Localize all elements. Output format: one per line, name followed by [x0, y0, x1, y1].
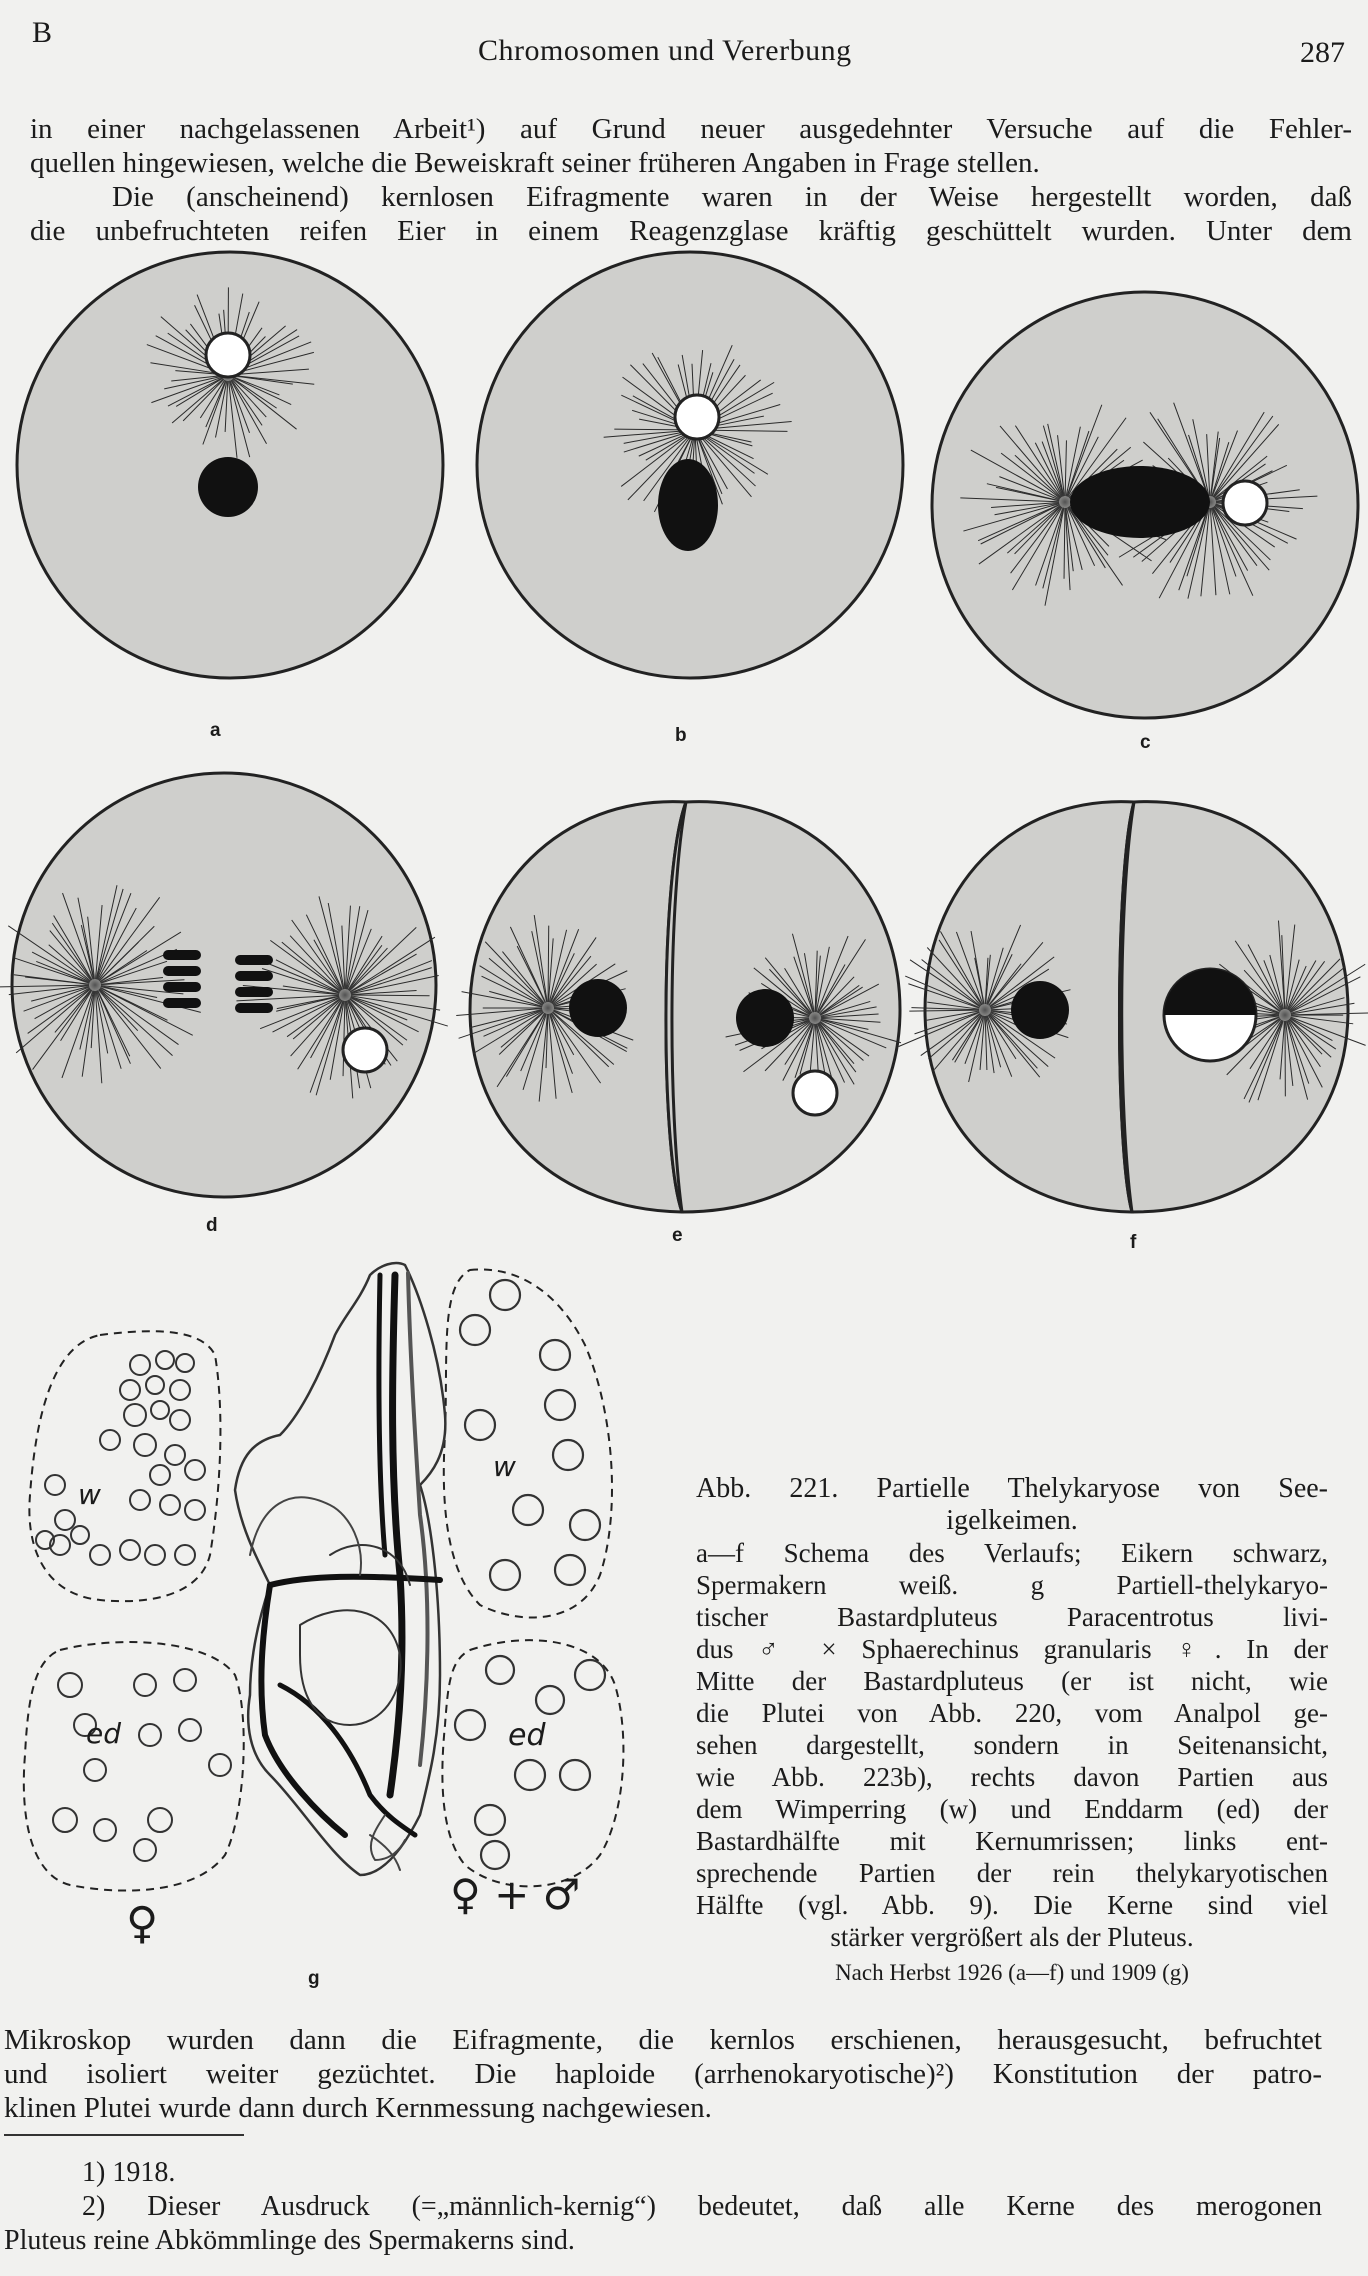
- centrosome: [1271, 1001, 1299, 1029]
- caption-line: Hälfte (vgl. Abb. 9). Die Kerne sind viel: [696, 1890, 1328, 1920]
- bottom-paragraph: [4, 2023, 1322, 2125]
- caption-line: sehen dargestellt, sondern in Seitenansicht,: [696, 1730, 1328, 1760]
- egg-b: [477, 252, 903, 678]
- figure-label-f: f: [1130, 1232, 1137, 1253]
- egg-nucleus: [1070, 466, 1210, 538]
- caption-title: Abb. 221. Partielle Thelykaryose von See-: [696, 1473, 1328, 1504]
- egg-nucleus: [569, 979, 627, 1037]
- figure-caption: [696, 1473, 1328, 1989]
- egg-nucleus: [736, 989, 794, 1047]
- egg-nucleus: [658, 459, 718, 551]
- sperm-nucleus: [675, 395, 719, 439]
- nuclei-right-w: [460, 1280, 600, 1590]
- egg-d: [0, 773, 448, 1197]
- half-black-nucleus: [1164, 969, 1256, 1061]
- caption-line: sprechende Partien der rein thelykaryotischen: [696, 1858, 1328, 1888]
- label-ed-right: ed: [508, 1718, 546, 1753]
- egg-nucleus: [198, 457, 258, 517]
- caption-line: tischer Bastardpluteus Paracentrotus livi-: [696, 1602, 1328, 1632]
- running-title: Chromosomen und Vererbung: [478, 34, 852, 67]
- caption-title-cont: igelkeimen.: [946, 1505, 1078, 1536]
- footnote-rule: [4, 2134, 244, 2136]
- egg-nucleus: [1011, 981, 1069, 1039]
- footnote-2-cont: Pluteus reine Abkömmlinge des Spermakerns sind.: [4, 2225, 575, 2256]
- nuclei-right-ed: [455, 1656, 605, 1869]
- figure-cell-division-series: [0, 250, 1368, 1250]
- label-ed-left: ed: [86, 1717, 121, 1750]
- caption-line: Mitte der Bastardpluteus (er ist nicht, wie: [696, 1666, 1328, 1696]
- figure-label-e: e: [672, 1225, 683, 1246]
- page-number: 287: [1300, 36, 1345, 69]
- egg-e: [456, 802, 901, 1212]
- caption-source: Nach Herbst 1926 (a—f) und 1909 (g): [835, 1960, 1189, 1985]
- text-line: klinen Plutei wurde dann durch Kernmessung nachgewiesen.: [4, 2092, 712, 2124]
- sperm-nucleus: [206, 333, 250, 377]
- text-line: Mikroskop wurden dann die Eifragmente, die kernlos erschienen, herausgesucht, befruchtet: [4, 2024, 1322, 2056]
- footnote-1: 1) 1918.: [82, 2157, 176, 2188]
- caption-line: die Plutei von Abb. 220, vom Analpol ge-: [696, 1698, 1328, 1728]
- egg-f: [899, 802, 1368, 1212]
- caption-line: stärker vergrößert als der Pluteus.: [830, 1922, 1194, 1952]
- centrosome: [81, 971, 109, 999]
- aster-ray: [548, 926, 549, 1002]
- figure-label-d: d: [206, 1215, 218, 1236]
- region-w-left: [29, 1331, 220, 1601]
- caption-line: Spermakern weiß. g Partiell-thelykaryo-: [696, 1570, 1328, 1600]
- label-w-left: w: [78, 1478, 101, 1511]
- caption-line: a—f Schema des Verlaufs; Eikern schwarz,: [696, 1538, 1328, 1568]
- sperm-nucleus: [1223, 481, 1267, 525]
- text-line: die unbefruchteten reifen Eier in einem Reagenzglase kräftig geschüttelt wurden. Unter dem: [30, 215, 1352, 247]
- sperm-nucleus: [793, 1071, 837, 1115]
- aster-ray: [351, 995, 430, 996]
- egg-c: [932, 292, 1358, 718]
- nuclei-left-w: [36, 1351, 205, 1565]
- footnote-2: 2) Dieser Ausdruck (=„männlich-kernig“) bedeutet, daß alle Kerne des merogonen: [82, 2191, 1322, 2222]
- figure-label-g: g: [308, 1968, 320, 1989]
- centrosome: [801, 1004, 829, 1032]
- caption-line: dem Wimperring (w) und Enddarm (ed) der: [696, 1794, 1328, 1824]
- label-w-right: w: [493, 1450, 516, 1483]
- text-line: Die (anscheinend) kernlosen Eifragmente waren in der Weise hergestellt worden, daß: [112, 181, 1352, 213]
- female-male-symbol: ♀ + ♂: [450, 1870, 581, 1919]
- text-line: in einer nachgelassenen Arbeit¹) auf Grund neuer ausgedehnter Versuche auf die Fehler-: [30, 113, 1352, 145]
- caption-line: wie Abb. 223b), rechts davon Partien aus: [696, 1762, 1328, 1792]
- centrosome: [331, 981, 359, 1009]
- text-line: quellen hingewiesen, welche die Beweiskraft seiner früheren Angaben in Frage stellen.: [30, 147, 1040, 179]
- figure-label-b: b: [675, 725, 687, 746]
- female-symbol: ♀: [126, 1898, 159, 1949]
- caption-line: dus ♂ × Sphaerechinus granularis ♀. In der: [696, 1634, 1328, 1664]
- page-section-letter: B: [32, 16, 53, 49]
- caption-line: Bastardhälfte mit Kernumrissen; links ent-: [696, 1826, 1328, 1856]
- top-paragraph: [30, 112, 1352, 248]
- nuclei-left-ed: [53, 1669, 231, 1861]
- region-ed-right: [442, 1640, 623, 1886]
- egg-a: [17, 252, 443, 678]
- centrosome: [971, 996, 999, 1024]
- region-w-right: [444, 1269, 612, 1617]
- sperm-nucleus: [343, 1028, 387, 1072]
- pluteus-body: [235, 1263, 445, 1875]
- centrosome: [534, 994, 562, 1022]
- figure-label-a: a: [210, 720, 221, 741]
- text-line: und isoliert weiter gezüchtet. Die haploide (arrhenokaryotische)²) Konstitution der patro-: [4, 2058, 1322, 2090]
- figure-label-c: c: [1140, 732, 1151, 753]
